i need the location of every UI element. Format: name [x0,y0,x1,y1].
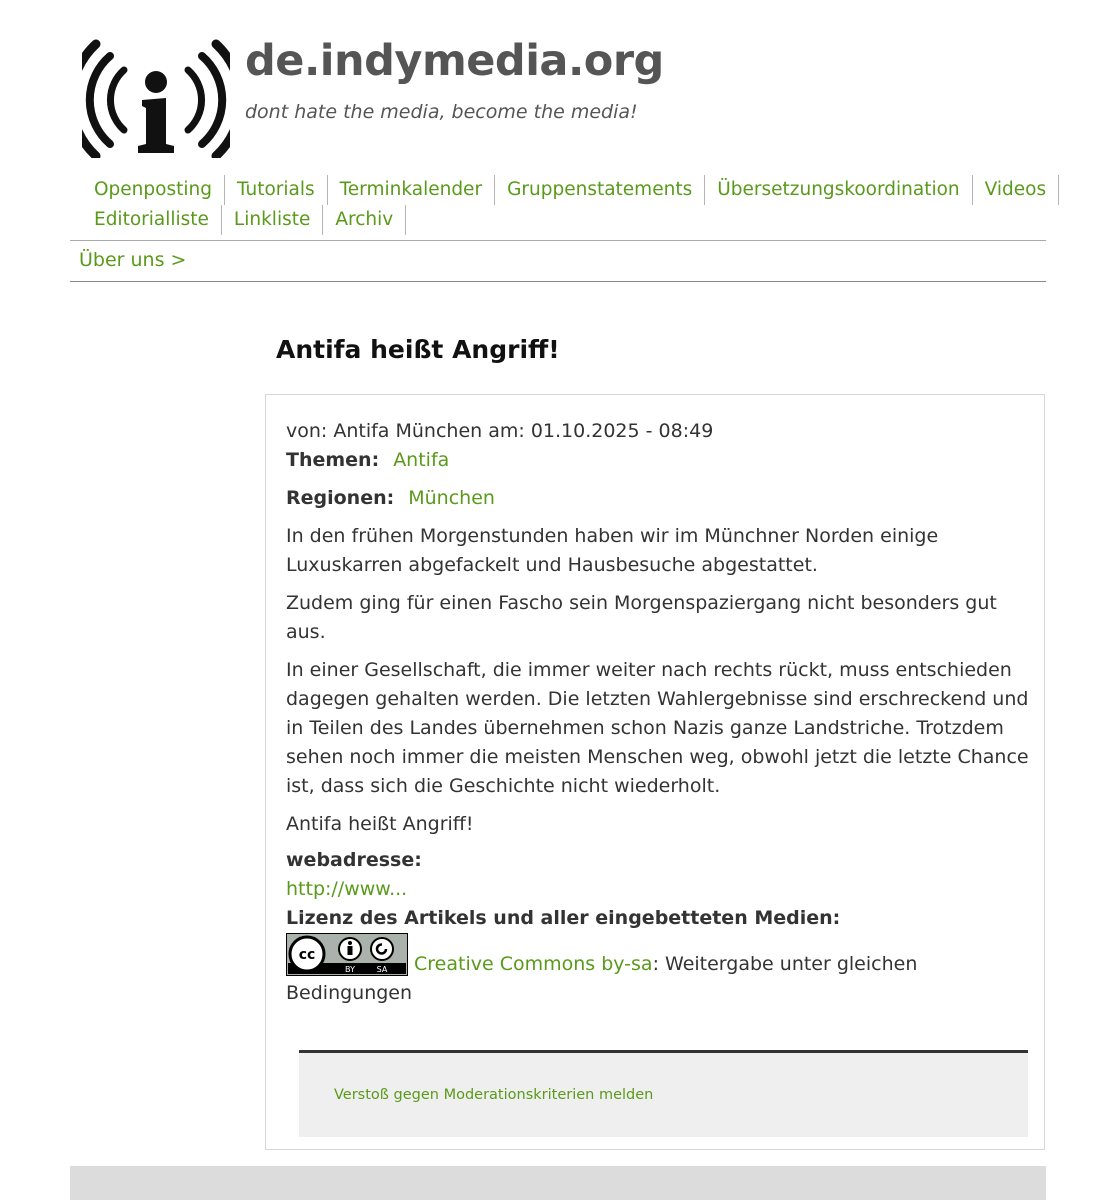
nav-item-archiv[interactable]: Archiv [323,205,406,235]
license-label: Lizenz des Artikels und aller eingebetteten Medien: [286,907,841,929]
nav-item-linkliste[interactable]: Linkliste [222,205,323,235]
license-line [286,933,1034,1008]
article-text [286,522,1034,839]
topic-link-antifa[interactable]: Antifa [393,449,450,471]
article-body [286,417,1034,1008]
article-title: Antifa heißt Angriff! [276,334,560,364]
article-paragraph: Zudem ging für einen Fascho sein Morgenspaziergang nicht besonders gut aus. [286,592,997,643]
article-meta: von: Antifa München am: 01.10.2025 - 08:49 [286,420,714,442]
nav-item-videos[interactable]: Videos [973,175,1059,205]
nav-item-terminkalender[interactable]: Terminkalender [328,175,495,205]
article-paragraph: In einer Gesellschaft, die immer weiter nach rechts rückt, muss entschieden dagegen gehalten werden. Die letzten Wahlergebnisse sind erschreckend und in Teilen des Landes übernehmen schon Nazis ganze Landstriche. Trotzdem sehen noch immer die meisten Menschen weg, obwohl jetzt die letzte Chance ist, dass sich die Geschichte nicht wiederholt. [286,659,1029,797]
webaddress-label: webadresse: [286,849,422,871]
nav-divider [70,281,1046,282]
region-link-muenchen[interactable]: München [408,487,495,509]
article-paragraph: Antifa heißt Angriff! [286,813,474,835]
nav-item-editorialliste[interactable]: Editorialliste [82,205,222,235]
regions-field [286,484,1034,513]
article-paragraph: In den frühen Morgenstunden haben wir im Münchner Norden einige Luxuskarren abgefackelt und Hausbesuche abgestattet. [286,525,939,576]
nav-row-1 [82,175,1047,205]
nav-row-2 [82,205,1042,235]
main-navigation [82,175,1047,235]
cc-sa-label: SA [376,965,388,974]
indymedia-logo-icon[interactable] [82,38,230,158]
nav-divider [70,240,1046,241]
report-moderation-link[interactable]: Verstoß gegen Moderationskriterien melden [334,1087,654,1103]
license-link[interactable]: Creative Commons by-sa [414,953,653,975]
svg-text:cc: cc [298,947,316,963]
about-us-link[interactable]: Über uns > [79,249,187,271]
topics-field [286,446,1034,475]
license-description: : Weitergabe unter gleichen Bedingungen [286,953,918,1004]
cc-by-label: BY [345,965,355,974]
moderation-box [299,1050,1028,1137]
nav-item-uebersetzungskoordination[interactable]: Übersetzungskoordination [705,175,972,205]
creative-commons-by-sa-icon[interactable] [286,933,408,976]
nav-item-openposting[interactable]: Openposting [82,175,225,205]
nav-item-tutorials[interactable]: Tutorials [225,175,328,205]
nav-item-gruppenstatements[interactable]: Gruppenstatements [495,175,705,205]
topics-label: Themen: [286,449,380,471]
site-slogan: dont hate the media, become the media! [245,101,638,123]
site-title[interactable]: de.indymedia.org [245,36,664,86]
regions-label: Regionen: [286,487,395,509]
article-container [265,394,1045,1150]
footer-bar [70,1166,1046,1200]
webaddress-link[interactable]: http://www... [286,878,408,900]
